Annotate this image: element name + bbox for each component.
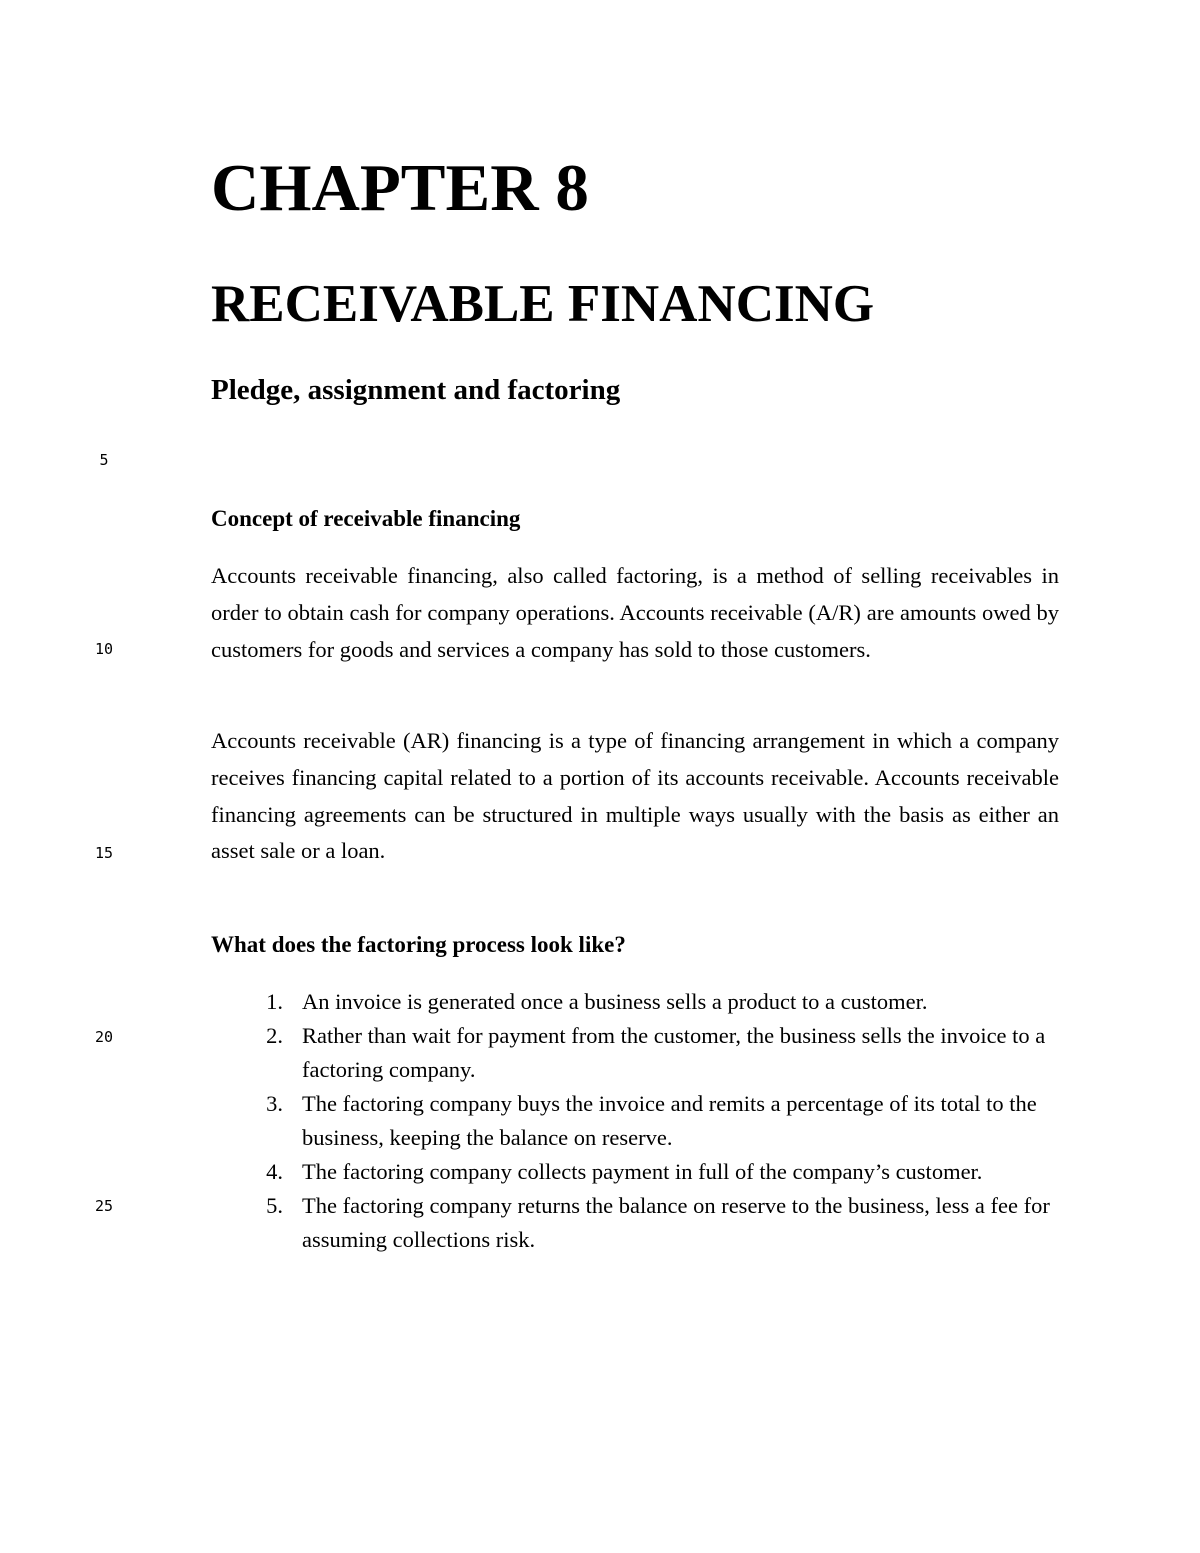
line-number-5: 5 [99,451,109,469]
line-number-25: 25 [94,1197,114,1215]
step-text: The factoring company buys the invoice and remits a percentage of its total to the business, keeping the balance on reserve. [302,1091,1037,1150]
line-number-15: 15 [94,844,114,862]
process-steps-list [211,985,1061,1257]
process-heading: What does the factoring process look like? [211,932,626,957]
step-text: An invoice is generated once a business sells a product to a customer. [302,989,928,1014]
concept-paragraph-2: Accounts receivable (AR) financing is a type of financing arrangement in which a company receives financing capital related to a portion of its accounts receivable. Accounts receivable financing agreements can be structured in multiple ways usually with the basis as either an asset sale or a loan. [211,728,1059,864]
step-text: The factoring company returns the balance on reserve to the business, less a fee for assuming collections risk. [302,1193,1050,1252]
process-step [211,985,1061,1019]
process-step [211,1087,1061,1155]
step-text: The factoring company collects payment in full of the company’s customer. [302,1159,983,1184]
line-number-10: 10 [94,640,114,658]
process-step [211,1019,1061,1087]
step-number: 2. [266,1023,283,1048]
chapter-title: CHAPTER 8 [211,151,589,225]
concept-heading: Concept of receivable financing [211,506,521,531]
concept-paragraph-1: Accounts receivable financing, also called factoring, is a method of selling receivables in order to obtain cash for company operations. Accounts receivable (A/R) are amounts owed by customers for goods and services a company has sold to those customers. [211,563,1059,662]
step-number: 3. [266,1091,283,1116]
step-number: 1. [266,989,283,1014]
process-step [211,1155,1061,1189]
step-number: 4. [266,1159,283,1184]
step-text: Rather than wait for payment from the customer, the business sells the invoice to a factoring company. [302,1023,1046,1082]
step-number: 5. [266,1193,283,1218]
chapter-subtitle: RECEIVABLE FINANCING [211,275,875,333]
line-number-20: 20 [94,1028,114,1046]
section-lead: Pledge, assignment and factoring [211,374,621,406]
process-step [211,1189,1061,1257]
